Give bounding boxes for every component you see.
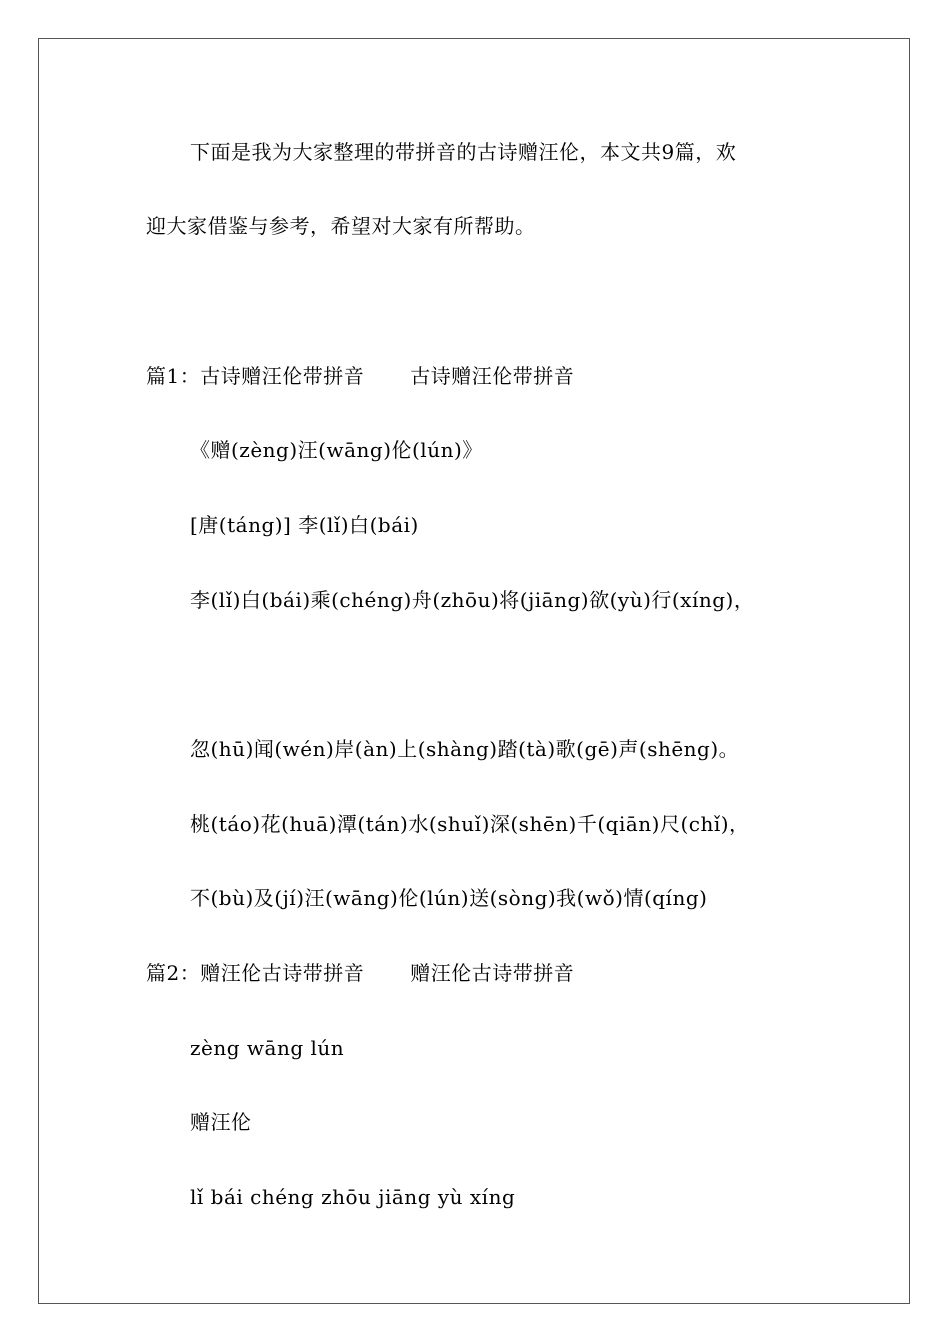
section-2-heading: [146, 961, 574, 985]
poem-verse-4: 不(bù)及(jí)汪(wāng)伦(lún)送(sòng)我(wǒ)情(qíng): [190, 886, 708, 910]
poem-title: 《赠(zèng)汪(wāng)伦(lún)》: [190, 438, 483, 462]
poem-verse-3: 桃(táo)花(huā)潭(tán)水(shuǐ)深(shēn)千(qiān)尺(chǐ)，: [190, 812, 750, 836]
intro-line-1: 下面是我为大家整理的带拼音的古诗赠汪伦，本文共9篇，欢: [190, 140, 737, 164]
section-2-pinyin-title: zèng wāng lún: [190, 1036, 345, 1060]
section-2-heading-label: 篇2：赠汪伦古诗带拼音: [146, 961, 365, 985]
section-2-title: 赠汪伦: [190, 1110, 252, 1134]
section-2-heading-repeat: 赠汪伦古诗带拼音: [410, 961, 575, 985]
poem-verse-1: 李(lǐ)白(bái)乘(chéng)舟(zhōu)将(jiāng)欲(yù)行(xíng)，: [190, 588, 755, 612]
poem-verse-2: 忽(hū)闻(wén)岸(àn)上(shàng)踏(tà)歌(gē)声(shēng)。: [190, 737, 740, 761]
poem-author: [唐(táng)] 李(lǐ)白(bái): [190, 513, 419, 537]
section-1-heading-repeat: 古诗赠汪伦带拼音: [410, 364, 575, 388]
section-2-pinyin-verse-1: lǐ bái chéng zhōu jiāng yù xíng: [190, 1185, 516, 1209]
section-1-heading: [146, 364, 574, 388]
intro-line-2: 迎大家借鉴与参考，希望对大家有所帮助。: [146, 214, 536, 238]
section-1-heading-label: 篇1：古诗赠汪伦带拼音: [146, 364, 365, 388]
